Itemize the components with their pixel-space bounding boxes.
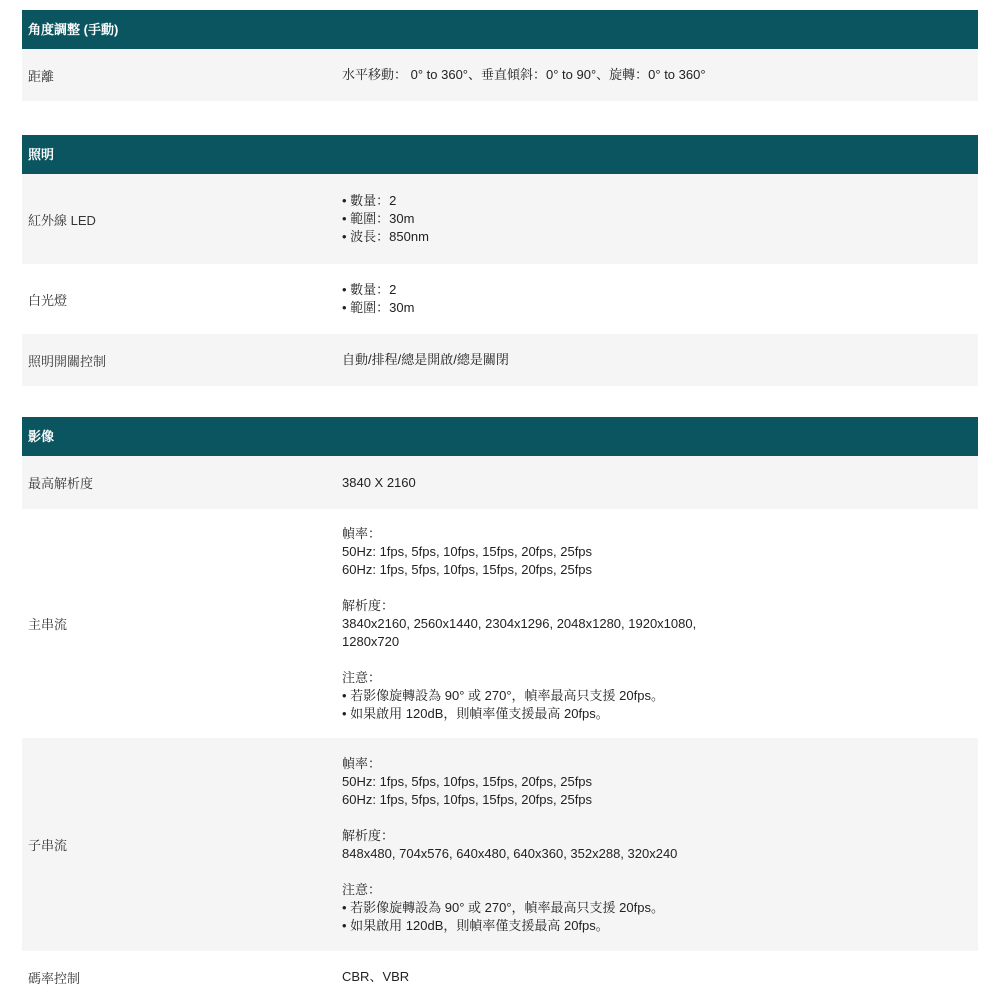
ir-quantity: • 數量：2 <box>342 193 397 208</box>
spec-label: 子串流 <box>28 838 68 853</box>
resolution-list-2: 1280x720 <box>342 633 400 649</box>
spec-value <box>342 509 978 738</box>
spec-label: 碼率控制 <box>28 970 81 986</box>
spec-value-text: 3840 X 2160 <box>342 474 416 490</box>
lighting-section-header: 照明 <box>22 135 978 174</box>
spec-value <box>342 174 978 264</box>
spec-row-bitrate-control <box>22 951 978 1003</box>
spec-row-light-control <box>22 334 978 386</box>
note-rotation: • 若影像旋轉設為 90° 或 270°，幀率最高只支援 20fps。 <box>342 899 664 915</box>
video-section-header: 影像 <box>22 417 978 456</box>
spec-value <box>342 334 978 386</box>
spec-row-sub-stream <box>22 738 978 951</box>
spec-value <box>342 49 978 101</box>
spec-value-text: 自動/排程/總是開啟/總是關閉 <box>342 352 509 367</box>
note-title: 注意： <box>342 669 382 685</box>
spec-value <box>342 738 978 951</box>
note-rotation: • 若影像旋轉設為 90° 或 270°，幀率最高只支援 20fps。 <box>342 687 664 703</box>
note-title: 注意： <box>342 881 382 897</box>
spec-label: 主串流 <box>28 617 68 632</box>
spec-value-text: 水平移動： 0° to 360°、垂直傾斜：0° to 90°、旋轉：0° to 360° <box>342 67 706 82</box>
spec-row-main-stream <box>22 509 978 738</box>
fps-50hz: 50Hz: 1fps, 5fps, 10fps, 15fps, 20fps, 25fps <box>342 543 593 559</box>
spec-label: 照明開關控制 <box>28 353 107 369</box>
spec-row-ir-led <box>22 174 978 264</box>
resolution-title: 解析度： <box>342 827 395 843</box>
spec-row-max-resolution <box>22 456 978 509</box>
white-quantity: • 數量：2 <box>342 282 397 297</box>
fps-title: 幀率： <box>342 525 382 541</box>
ir-range: • 範圍：30m <box>342 211 415 226</box>
spec-row-white-light <box>22 264 978 334</box>
spec-label: 距離 <box>28 68 55 84</box>
white-range: • 範圍：30m <box>342 300 415 315</box>
spec-value-text: CBR、VBR <box>342 969 410 984</box>
spec-value <box>342 456 978 509</box>
angle-section <box>22 10 978 101</box>
spec-label: 白光燈 <box>28 292 68 308</box>
lighting-section <box>22 135 978 386</box>
fps-60hz: 60Hz: 1fps, 5fps, 10fps, 15fps, 20fps, 25fps <box>342 561 593 577</box>
note-120db: • 如果啟用 120dB，則幀率僅支援最高 20fps。 <box>342 705 609 721</box>
fps-60hz: 60Hz: 1fps, 5fps, 10fps, 15fps, 20fps, 25fps <box>342 791 593 807</box>
ir-wavelength: • 波長：850nm <box>342 229 429 244</box>
resolution-title: 解析度： <box>342 597 395 613</box>
spec-label: 最高解析度 <box>28 476 94 491</box>
angle-section-header: 角度調整 (手動) <box>22 10 978 49</box>
spec-label: 紅外線 LED <box>28 212 96 228</box>
note-120db: • 如果啟用 120dB，則幀率僅支援最高 20fps。 <box>342 917 609 933</box>
spec-value <box>342 264 978 334</box>
resolution-list-1: 3840x2160, 2560x1440, 2304x1296, 2048x1280, 1920x1080, <box>342 615 697 631</box>
resolution-list-1: 848x480, 704x576, 640x480, 640x360, 352x288, 320x240 <box>342 845 678 861</box>
fps-title: 幀率： <box>342 755 382 771</box>
video-section <box>22 417 978 1003</box>
fps-50hz: 50Hz: 1fps, 5fps, 10fps, 15fps, 20fps, 25fps <box>342 773 593 789</box>
spec-value <box>342 951 978 1003</box>
spec-row-distance <box>22 49 978 101</box>
